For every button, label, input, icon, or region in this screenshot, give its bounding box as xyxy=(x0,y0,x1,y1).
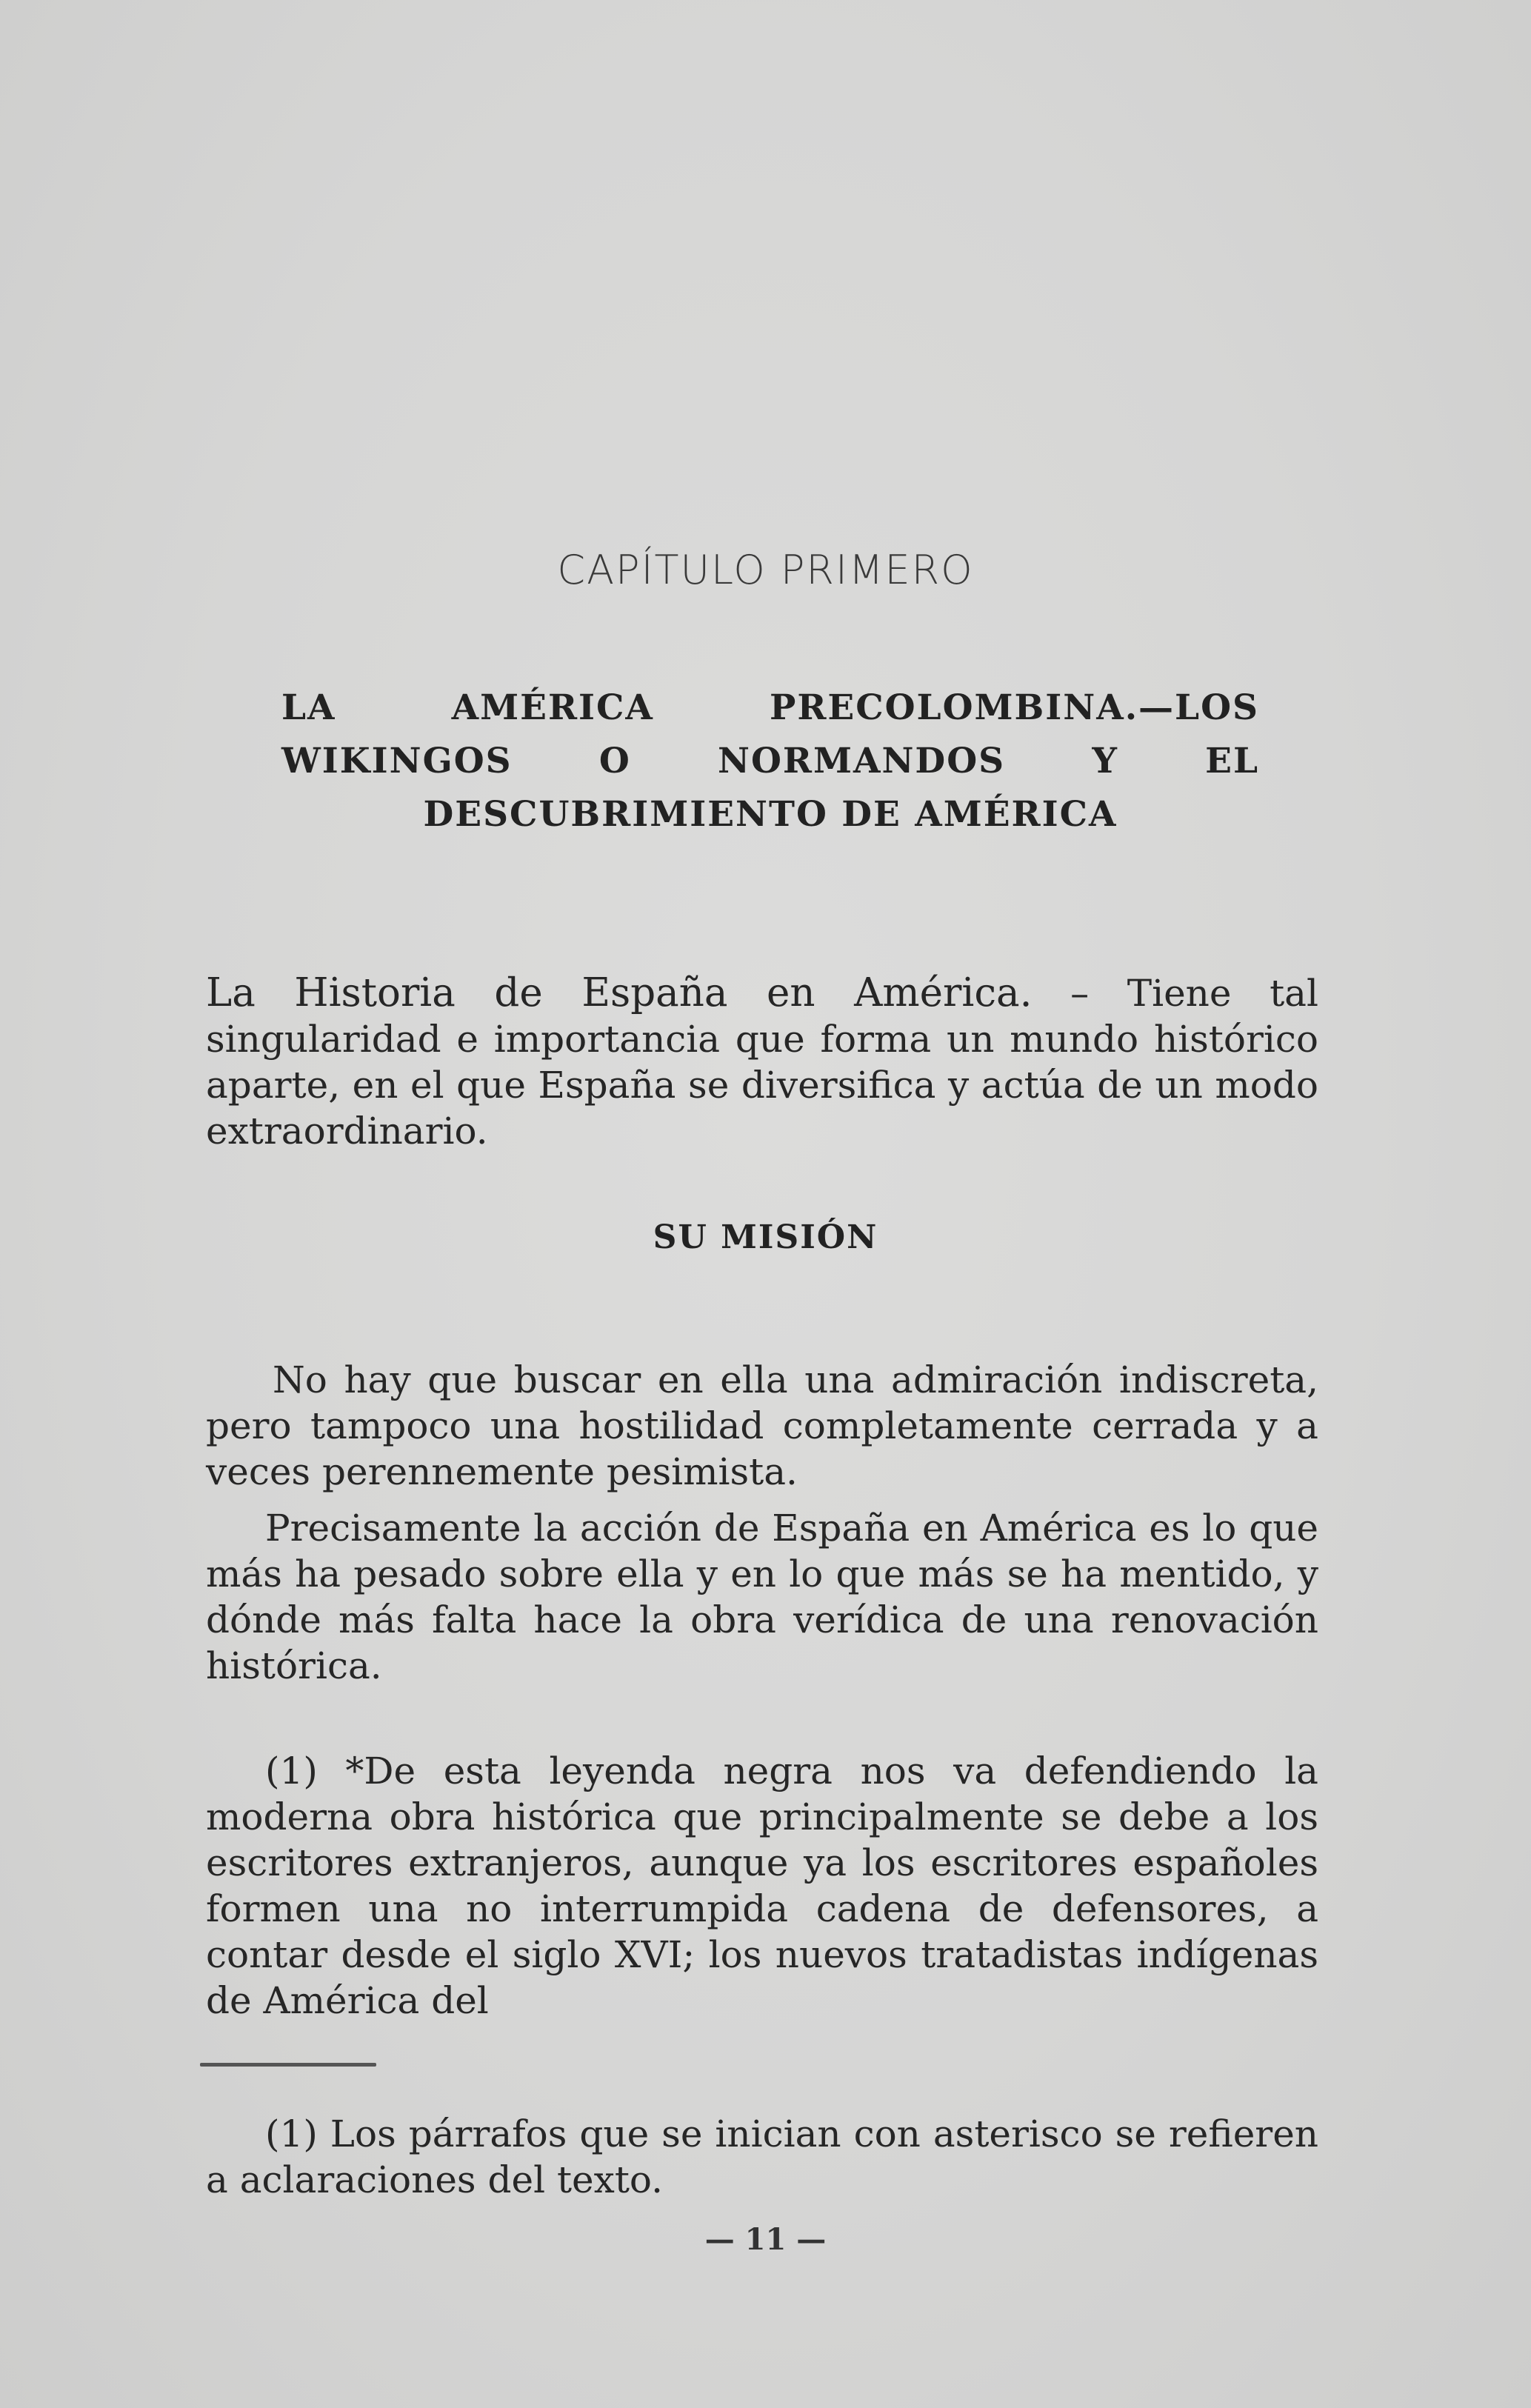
chapter-title: LA AMÉRICA PRECOLOMBINA.—LOS WIKINGOS O NORMANDOS Y EL DESCUBRIMIENTO DE AMÉRICA xyxy=(281,687,1259,835)
section-heading: SU MISIÓN xyxy=(653,1218,878,1256)
chapter-heading: CAPÍTULO PRIMERO xyxy=(557,547,974,593)
intro-paragraph xyxy=(206,970,1318,1154)
paragraph-3: (1) *De esta leyenda negra nos va defendiendo la moderna obra histórica que principalmente se debe a los escritores extranjeros, aunque ya los escritores españoles formen una no interrumpida cadena de defensores, a contar desde el siglo XVI; los nuevos tratadistas indígenas de América del xyxy=(206,1750,1318,2022)
footnote-divider xyxy=(200,2063,376,2067)
footnote: (1) Los párrafos que se inician con asterisco se refieren a aclaraciones del texto. xyxy=(206,2112,1318,2201)
intro-text: – Tiene tal singularidad e importancia que forma un mundo histórico aparte, en el que España se diversifica y actúa de un modo extraordinario. xyxy=(206,972,1318,1153)
intro-lead: La Historia de España en América. xyxy=(206,970,1033,1015)
paragraph-2: Precisamente la acción de España en América es lo que más ha pesado sobre ella y en lo que más se ha mentido, y dónde más falta hace la obra verídica de una renovación histórica. xyxy=(206,1507,1318,1687)
paragraph-1: No hay que buscar en ella una admiración indiscreta, pero tampoco una hostilidad completamente cerrada y a veces perennemente pesimista. xyxy=(206,1358,1318,1493)
page-number: — 11 — xyxy=(704,2222,827,2257)
